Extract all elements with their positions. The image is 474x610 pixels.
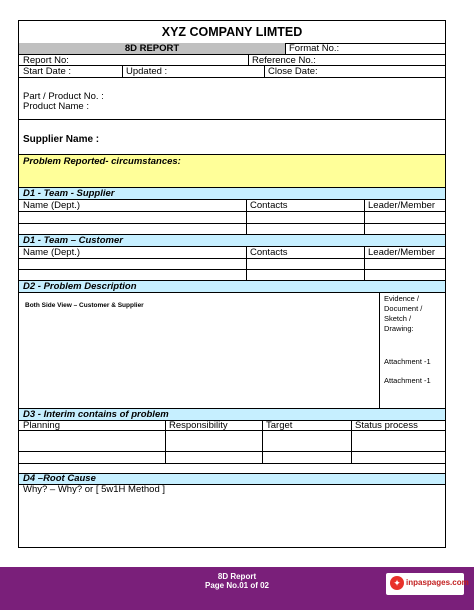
d2-both-side-view: Both Side View – Customer & Supplier	[25, 302, 144, 309]
d3-title: D3 - Interim contains of problem	[23, 409, 169, 420]
footer-report-name: 8D Report	[217, 572, 257, 581]
supplier-name-label: Supplier Name :	[23, 134, 100, 145]
product-name-label: Product Name :	[23, 101, 89, 112]
d3-header	[19, 409, 445, 420]
d3-col-status: Status process	[355, 420, 418, 431]
reference-no-label: Reference No.:	[252, 55, 316, 66]
d2-title: D2 - Problem Description	[23, 281, 137, 292]
logo-icon: ✦	[390, 576, 404, 590]
d2-attachment-1: Attachment -1	[384, 357, 431, 366]
d3-col-target: Target	[266, 420, 293, 431]
d2-attachment-2: Attachment -1	[384, 376, 431, 385]
d2-evidence-line3: Sketch /	[384, 314, 412, 323]
format-no-label: Format No.:	[289, 43, 340, 54]
part-product-no-label: Part / Product No. :	[23, 91, 104, 102]
8d-report-form	[18, 20, 446, 548]
d4-header	[19, 473, 445, 484]
d2-header	[19, 281, 445, 292]
d1-supplier-col-contacts: Contacts	[250, 200, 288, 211]
d1-customer-title: D1 - Team – Customer	[23, 235, 123, 246]
logo-text: inpaspages.com	[406, 578, 469, 587]
d3-col-responsibility: Responsibility	[169, 420, 228, 431]
problem-reported-label: Problem Reported- circumstances:	[23, 156, 181, 167]
d1-supplier-header	[19, 188, 445, 199]
updated-label: Updated :	[126, 66, 168, 77]
d1-supplier-col-name: Name (Dept.)	[23, 200, 81, 211]
d1-supplier-col-role: Leader/Member	[368, 200, 436, 211]
start-date-label: Start Date :	[23, 66, 72, 77]
site-logo	[386, 573, 469, 595]
company-title: XYZ COMPANY LIMTED	[161, 25, 303, 39]
page-footer	[0, 567, 474, 610]
d1-customer-col-name: Name (Dept.)	[23, 247, 81, 258]
report-title: 8D REPORT	[124, 43, 180, 54]
d2-evidence-line2: Document /	[384, 304, 423, 313]
d1-customer-col-role: Leader/Member	[368, 247, 436, 258]
close-date-label: Close Date:	[268, 66, 318, 77]
d4-title: D4 –Root Cause	[23, 473, 96, 484]
d3-col-planning: Planning	[23, 420, 60, 431]
d1-customer-header	[19, 235, 445, 246]
report-no-label: Report No:	[23, 55, 69, 66]
d2-evidence-line1: Evidence /	[384, 294, 420, 303]
d1-supplier-title: D1 - Team - Supplier	[23, 188, 115, 199]
d1-customer-col-contacts: Contacts	[250, 247, 288, 258]
d4-method: Why? – Why? or [ 5w1H Method ]	[23, 484, 166, 495]
d2-evidence-line4: Drawing:	[384, 324, 414, 333]
footer-page-number: Page No.01 of 02	[204, 581, 270, 590]
